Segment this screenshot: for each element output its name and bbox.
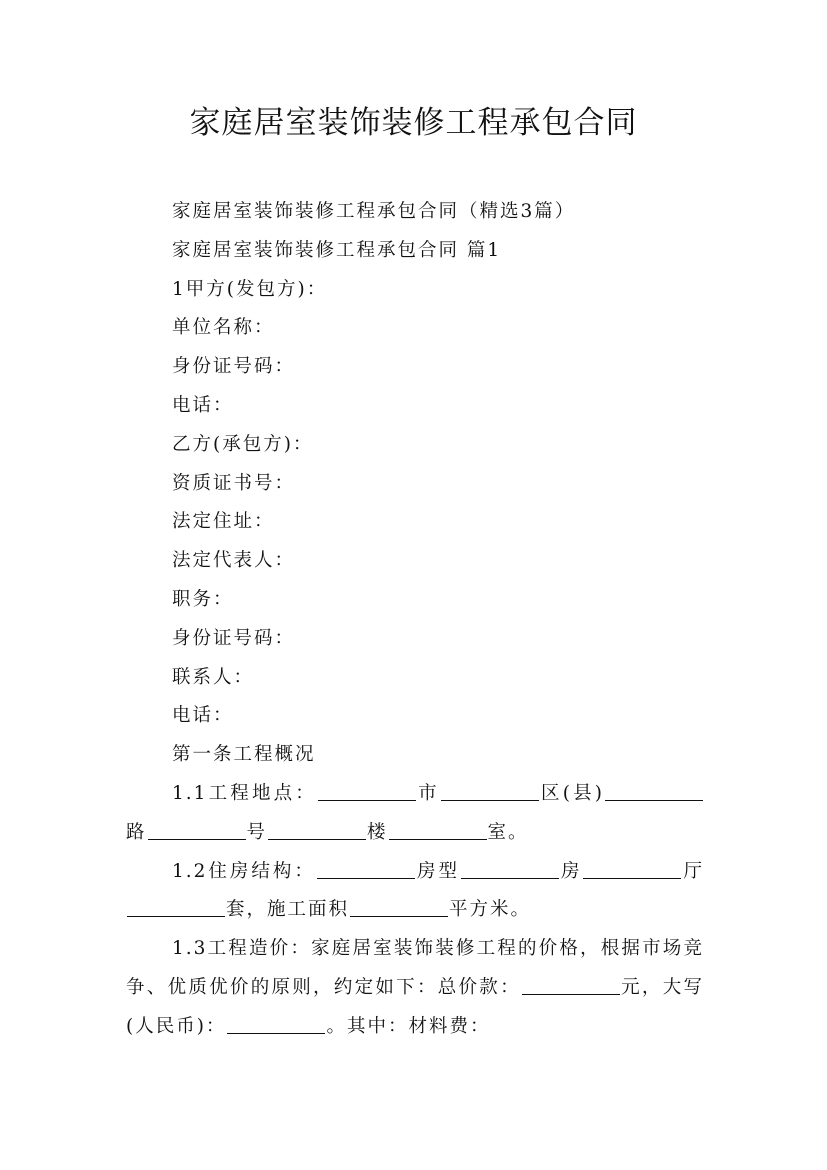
halls-blank: [583, 860, 681, 879]
document-title: 家庭居室装饰装修工程承包合同: [189, 105, 638, 141]
document-body: [126, 193, 704, 1047]
position-field: 职务：: [172, 588, 234, 610]
sets-blank: [127, 898, 225, 917]
building-blank: [268, 821, 366, 840]
article-1-heading: 第一条工程概况: [172, 744, 316, 766]
district-blank: [441, 782, 539, 801]
clause-1-1: [126, 775, 704, 853]
id-number-field: 身份证号码：: [172, 356, 296, 378]
room-label: 室。: [487, 821, 529, 843]
number-blank: [148, 821, 246, 840]
id-number-field-b: 身份证号码：: [172, 627, 296, 649]
building-label: 楼: [367, 821, 388, 843]
clause-1-3: [126, 930, 704, 1046]
district-label: 区(县): [539, 782, 604, 804]
party-a-heading: 1甲方(发包方)：: [172, 278, 328, 300]
city-blank: [318, 782, 416, 801]
total-price-blank: [522, 976, 620, 995]
number-label: 号: [246, 821, 268, 843]
unit-name-field: 单位名称：: [172, 317, 275, 339]
clause-1-3-label: 1.3工程造价：: [172, 938, 312, 960]
clause-1-2-label: 1.2住房结构：: [172, 860, 316, 882]
uppercase-amount-blank: [227, 1015, 325, 1034]
rooms-label: 房: [559, 860, 583, 882]
phone-field-b: 电话：: [172, 705, 234, 727]
road-label: 路: [126, 821, 147, 843]
party-b-heading: 乙方(承包方)：: [172, 433, 314, 455]
halls-label: 厅: [682, 860, 704, 882]
clause-1-3-text: 家庭居室装饰装修工程的价格，根据市场竞争、优质优价的原则，约定如下：总价款：: [126, 938, 704, 998]
yuan-label: 元，大写(人民币)：: [126, 976, 704, 1037]
city-label: 市: [416, 782, 440, 804]
sets-area-label: 套，施工面积: [226, 899, 350, 921]
legal-address-field: 法定住址：: [172, 511, 275, 533]
subtitle-line: 家庭居室装饰装修工程承包合同（精选3篇）: [172, 201, 576, 222]
area-blank: [350, 898, 448, 917]
contact-person-field: 联系人：: [172, 666, 255, 688]
structure-blank: [317, 860, 415, 879]
qualification-number-field: 资质证书号：: [172, 472, 296, 494]
clause-1-1-label: 1.1工程地点：: [172, 782, 317, 804]
room-blank: [389, 821, 487, 840]
house-type-label: 房型: [415, 860, 460, 882]
phone-field: 电话：: [172, 394, 234, 416]
legal-representative-field: 法定代表人：: [172, 550, 296, 572]
section-heading: 家庭居室装饰装修工程承包合同 篇1: [172, 239, 502, 261]
area-unit-label: 平方米。: [449, 899, 532, 921]
clause-1-2: [126, 853, 704, 931]
material-fee-label: 。其中：材料费：: [326, 1015, 491, 1037]
road-blank: [605, 782, 703, 801]
rooms-blank: [461, 860, 559, 879]
